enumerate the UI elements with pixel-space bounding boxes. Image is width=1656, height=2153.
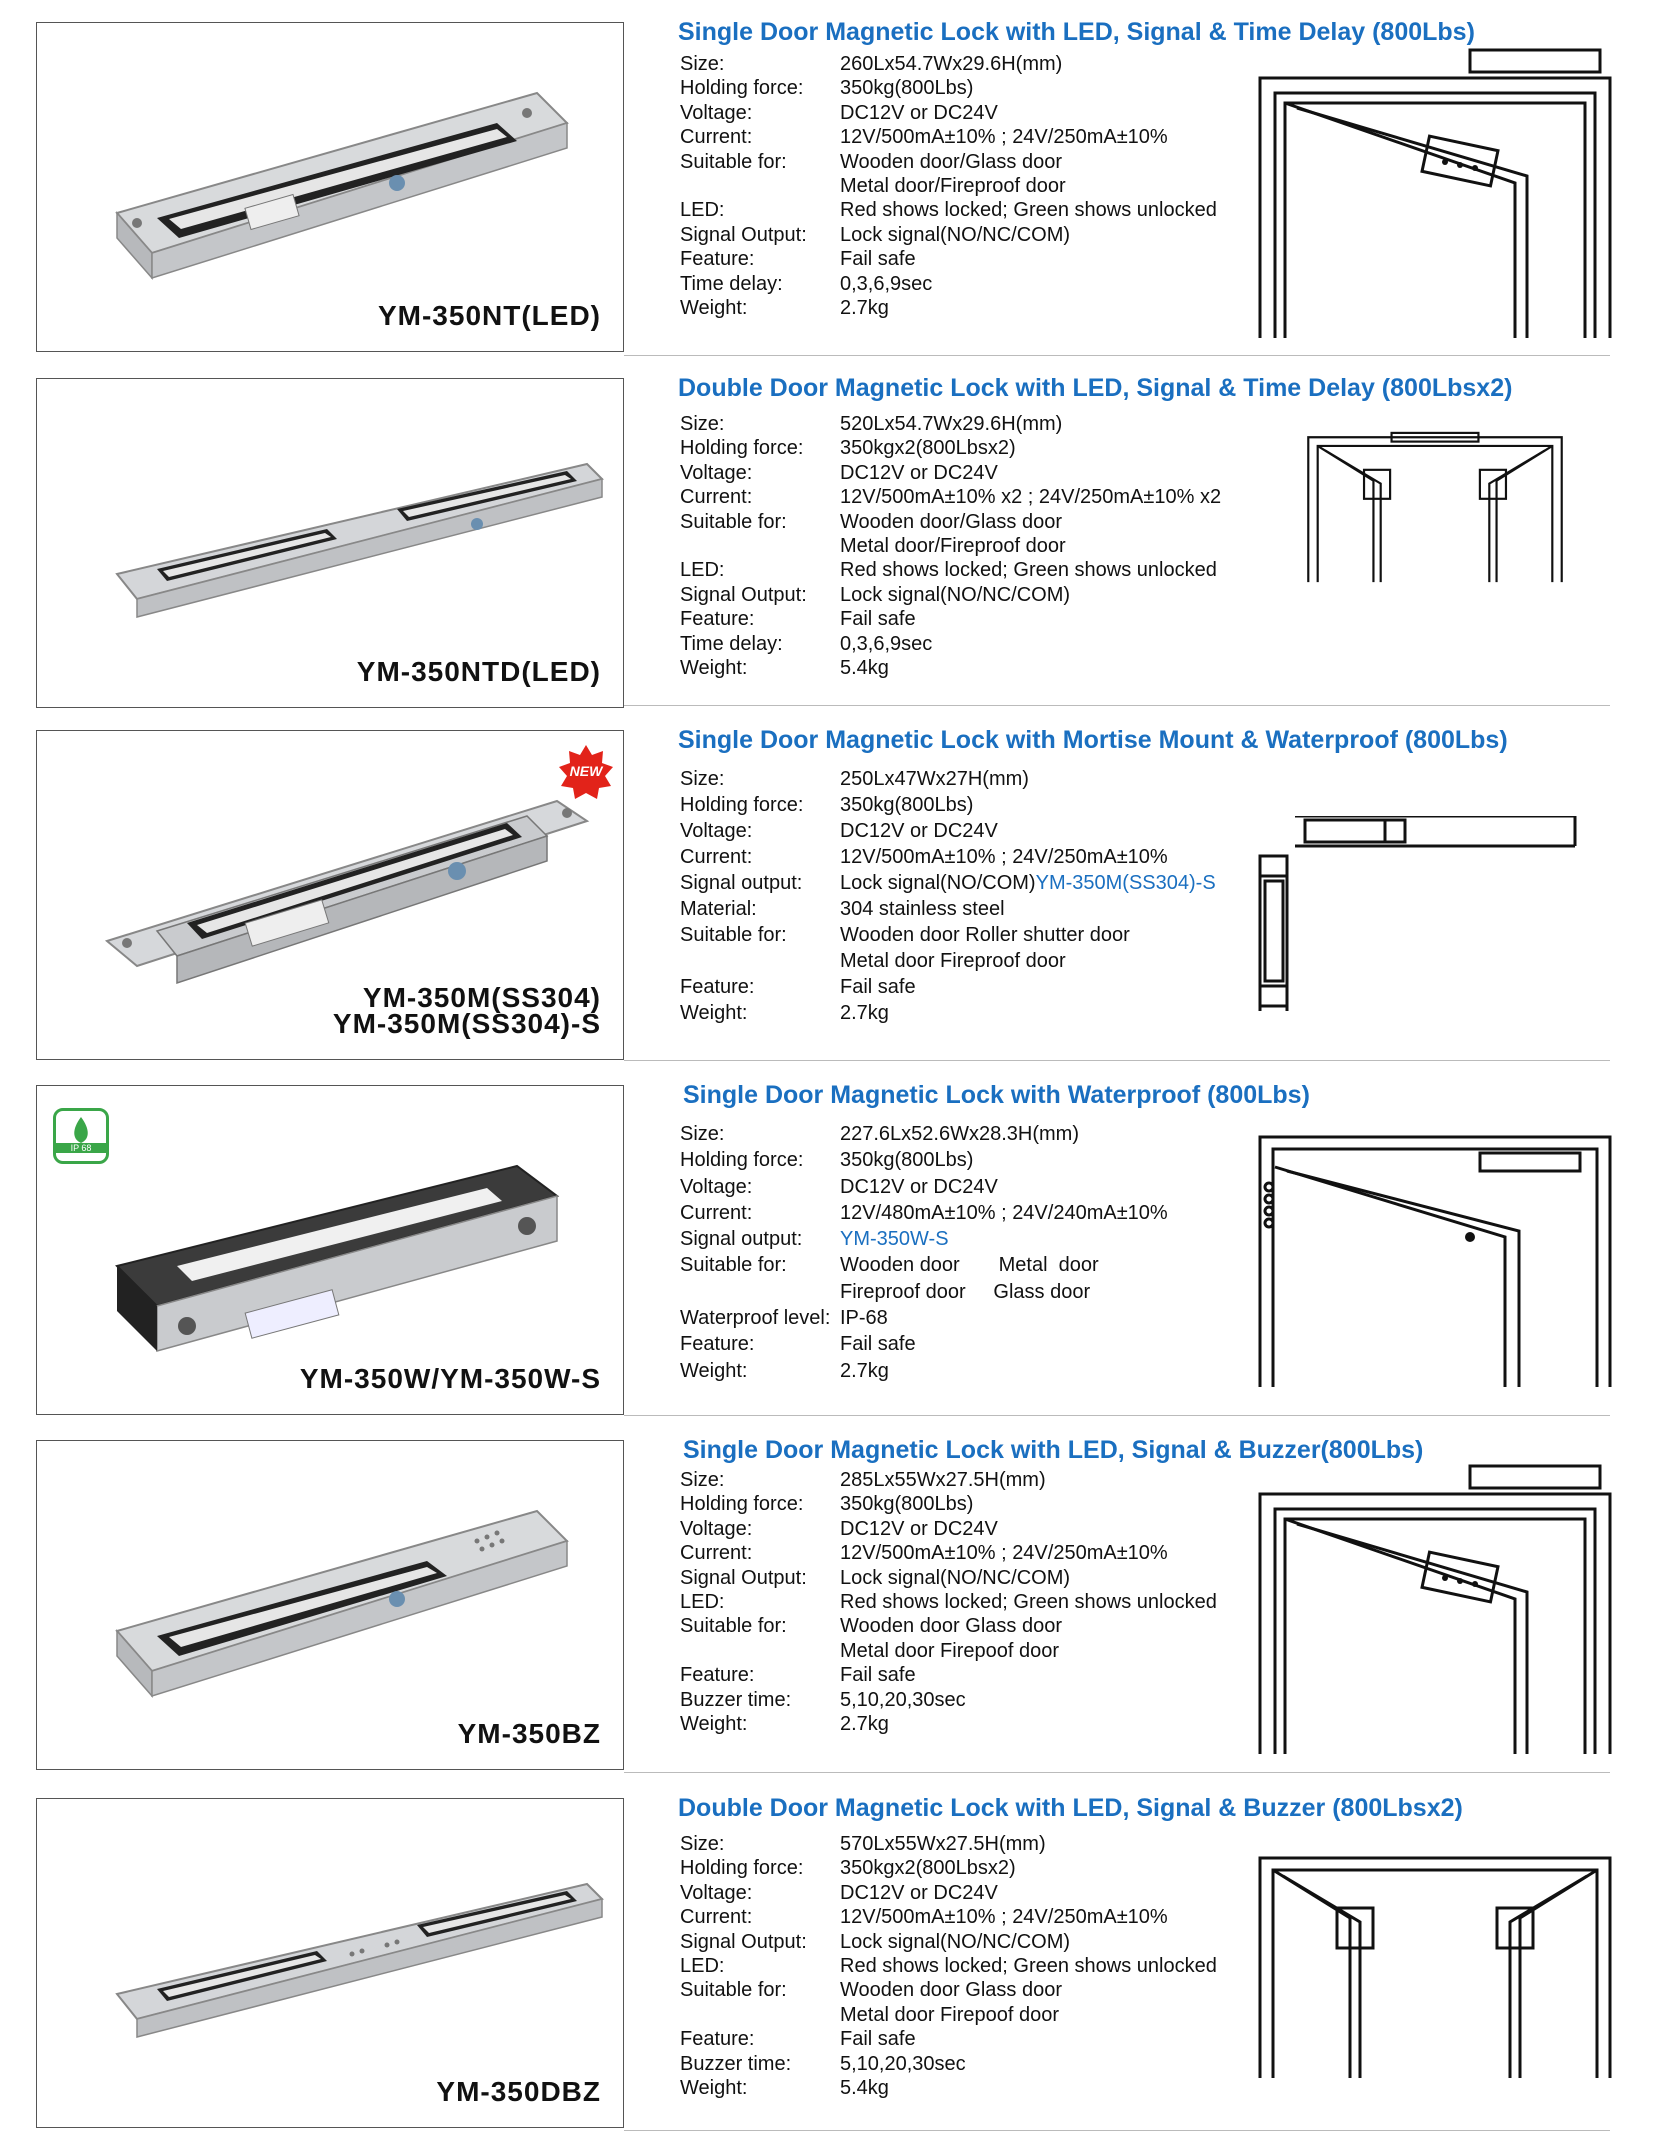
product-title: Single Door Magnetic Lock with Mortise Mount & Waterproof (800Lbs) xyxy=(678,726,1508,754)
spec-list xyxy=(680,766,1216,1026)
spec-row: LED: Red shows locked; Green shows unlocked xyxy=(680,559,1217,582)
product-section-ym-350nt xyxy=(0,18,1656,377)
spec-row: Current: 12V/480mA±10% ; 24V/240mA±10% xyxy=(680,1201,1168,1224)
spec-row: Voltage: DC12V or DC24V xyxy=(680,1517,998,1540)
spec-row: Feature: Fail safe xyxy=(680,608,916,631)
single-maglock-image xyxy=(97,53,597,293)
product-section-ym-350w xyxy=(0,1081,1656,1440)
spec-list xyxy=(680,52,1217,320)
spec-row: Feature: Fail safe xyxy=(680,976,916,998)
double-door-diagram xyxy=(1255,430,1615,640)
spec-list xyxy=(680,1468,1217,1736)
spec-row: Size: 250Lx47Wx27H(mm) xyxy=(680,768,1029,790)
product-photo-box xyxy=(36,1085,624,1415)
product-section-ym-350bz xyxy=(0,1436,1656,1795)
spec-row: Weight: 2.7kg xyxy=(680,1359,889,1382)
spec-row: Metal door/Fireproof door xyxy=(840,175,1066,198)
spec-row: Buzzer time: 5,10,20,30sec xyxy=(680,1688,966,1711)
model-number: YM-350DBZ xyxy=(436,2076,601,2107)
spec-row: Feature: Fail safe xyxy=(680,1664,916,1687)
section-divider xyxy=(624,705,1610,706)
spec-row: Weight: 2.7kg xyxy=(680,1002,889,1024)
spec-row: Weight: 2.7kg xyxy=(680,297,889,320)
spec-row: Signal Output: Lock signal(NO/NC/COM) xyxy=(680,223,1071,246)
spec-row: Metal door Firepoof door xyxy=(840,2003,1060,2026)
product-section-ym-350ntd xyxy=(0,374,1656,733)
spec-row: Voltage: DC12V or DC24V xyxy=(680,1175,998,1198)
spec-row: Feature: Fail safe xyxy=(680,248,916,271)
spec-row: Suitable for: Wooden door/Glass door xyxy=(680,510,1062,533)
spec-row: Size: 227.6Lx52.6Wx28.3H(mm) xyxy=(680,1123,1079,1145)
product-title: Double Door Magnetic Lock with LED, Signal & Time Delay (800Lbsx2) xyxy=(678,374,1513,402)
spec-row: Signal Output: Lock signal(NO/NC/COM) xyxy=(680,1566,1071,1589)
spec-row: LED: Red shows locked; Green shows unlocked xyxy=(680,1955,1217,1978)
spec-row: Signal output: YM-350W-S xyxy=(680,1228,949,1251)
model-number: YM-350NTD(LED) xyxy=(356,656,601,687)
buzzer-maglock-image xyxy=(97,1471,597,1711)
spec-row: Holding force: 350kgx2(800Lbsx2) xyxy=(680,1857,1016,1880)
product-section-ym-350m xyxy=(0,726,1656,1085)
spec-row: Time delay: 0,3,6,9sec xyxy=(680,272,933,295)
spec-row: Current: 12V/500mA±10% ; 24V/250mA±10% xyxy=(680,1542,1168,1565)
product-photo-box xyxy=(36,22,624,352)
ip68-badge-label: IP 68 xyxy=(56,1143,106,1153)
spec-row: Current: 12V/500mA±10% ; 24V/250mA±10% xyxy=(680,126,1168,149)
mortise-mount-diagram xyxy=(1255,816,1615,1016)
product-title: Single Door Magnetic Lock with LED, Signal & Time Delay (800Lbs) xyxy=(678,18,1475,46)
spec-row: LED: Red shows locked; Green shows unlocked xyxy=(680,199,1217,222)
spec-row: Feature: Fail safe xyxy=(680,2028,916,2051)
spec-row: Signal Output: Lock signal(NO/NC/COM) xyxy=(680,1930,1071,1953)
spec-row: Holding force: 350kg(800Lbs) xyxy=(680,77,974,100)
spec-row: Buzzer time: 5,10,20,30sec xyxy=(680,2052,966,2075)
spec-row: Suitable for: Wooden door Glass door xyxy=(680,1979,1062,2002)
spec-row: Metal door Fireproof door xyxy=(840,950,1066,972)
product-section-ym-350dbz xyxy=(0,1794,1656,2153)
mortise-maglock-image xyxy=(97,761,597,1011)
section-divider xyxy=(624,1060,1610,1061)
product-title: Double Door Magnetic Lock with LED, Signal & Buzzer (800Lbsx2) xyxy=(678,1794,1463,1822)
spec-row: Metal door/Fireproof door xyxy=(840,535,1066,558)
spec-row: Current: 12V/500mA±10% x2 ; 24V/250mA±10% x2 xyxy=(680,486,1222,509)
spec-row: Holding force: 350kgx2(800Lbsx2) xyxy=(680,437,1016,460)
spec-row: Voltage: DC12V or DC24V xyxy=(680,461,998,484)
spec-row: Suitable for: Wooden door Metal door xyxy=(680,1254,1099,1277)
spec-row: Weight: 5.4kg xyxy=(680,657,889,680)
spec-row: Voltage: DC12V or DC24V xyxy=(680,101,998,124)
model-number: YM-350W/YM-350W-S xyxy=(299,1363,601,1394)
single-door-diagram xyxy=(1255,1464,1615,1754)
product-photo-box xyxy=(36,1440,624,1770)
spec-row: Signal output: Lock signal(NO/COM)YM-350M(SS304)-S xyxy=(680,872,1216,894)
spec-row: Fireproof door Glass door xyxy=(840,1280,1091,1303)
model-number: YM-350NT(LED) xyxy=(377,300,601,331)
spec-row: Weight: 2.7kg xyxy=(680,1713,889,1736)
spec-list xyxy=(680,412,1221,680)
spec-row: Size: 520Lx54.7Wx29.6H(mm) xyxy=(680,413,1063,435)
spec-row: Holding force: 350kg(800Lbs) xyxy=(680,794,974,816)
spec-row: Voltage: DC12V or DC24V xyxy=(680,1881,998,1904)
variant-link[interactable]: YM-350M(SS304)-S xyxy=(1035,872,1216,894)
product-title: Single Door Magnetic Lock with LED, Signal & Buzzer(800Lbs) xyxy=(683,1436,1424,1464)
spec-row: Suitable for: Wooden door Roller shutter door xyxy=(680,924,1130,946)
section-divider xyxy=(624,1415,1610,1416)
spec-row: Size: 570Lx55Wx27.5H(mm) xyxy=(680,1833,1046,1855)
double-maglock-image xyxy=(97,409,617,649)
section-divider xyxy=(624,355,1610,356)
spec-row: Suitable for: Wooden door/Glass door xyxy=(680,150,1062,173)
double-door-diagram xyxy=(1255,1848,1615,2078)
spec-list xyxy=(680,1832,1217,2100)
product-title: Single Door Magnetic Lock with Waterproof (800Lbs) xyxy=(683,1081,1310,1109)
spec-row: Weight: 5.4kg xyxy=(680,2077,889,2100)
spec-row: Size: 285Lx55Wx27.5H(mm) xyxy=(680,1469,1046,1491)
spec-row: Metal door Firepoof door xyxy=(840,1639,1060,1662)
spec-row: Suitable for: Wooden door Glass door xyxy=(680,1615,1062,1638)
spec-row: Holding force: 350kg(800Lbs) xyxy=(680,1149,974,1172)
product-photo-box xyxy=(36,1798,624,2128)
new-badge-label: NEW xyxy=(569,763,603,779)
waterproof-maglock-image xyxy=(97,1116,577,1366)
spec-row: Size: 260Lx54.7Wx29.6H(mm) xyxy=(680,53,1063,75)
model-number-stack xyxy=(332,982,601,1039)
product-photo-box xyxy=(36,378,624,708)
spec-row: LED: Red shows locked; Green shows unlocked xyxy=(680,1591,1217,1614)
variant-link[interactable]: YM-350W-S xyxy=(840,1228,949,1251)
model-number-variant: YM-350M(SS304)-S xyxy=(332,1008,601,1039)
spec-row: Material: 304 stainless steel xyxy=(680,898,1005,920)
spec-list xyxy=(680,1121,1168,1384)
spec-row: Time delay: 0,3,6,9sec xyxy=(680,632,933,655)
double-buzzer-maglock-image xyxy=(97,1829,617,2069)
section-divider xyxy=(624,2130,1610,2131)
model-number: YM-350BZ xyxy=(457,1718,601,1749)
spec-row: Current: 12V/500mA±10% ; 24V/250mA±10% xyxy=(680,846,1168,868)
spec-row: Waterproof level: IP-68 xyxy=(680,1307,888,1330)
waterproof-door-diagram xyxy=(1255,1127,1615,1387)
single-door-diagram xyxy=(1255,48,1615,338)
spec-row: Holding force: 350kg(800Lbs) xyxy=(680,1493,974,1516)
spec-row: Feature: Fail safe xyxy=(680,1333,916,1356)
spec-row: Voltage: DC12V or DC24V xyxy=(680,820,998,842)
spec-row: Current: 12V/500mA±10% ; 24V/250mA±10% xyxy=(680,1906,1168,1929)
section-divider xyxy=(624,1772,1610,1773)
model-number: YM-350M(SS304) xyxy=(362,982,601,1013)
spec-row: Signal Output: Lock signal(NO/NC/COM) xyxy=(680,583,1071,606)
product-photo-box xyxy=(36,730,624,1060)
